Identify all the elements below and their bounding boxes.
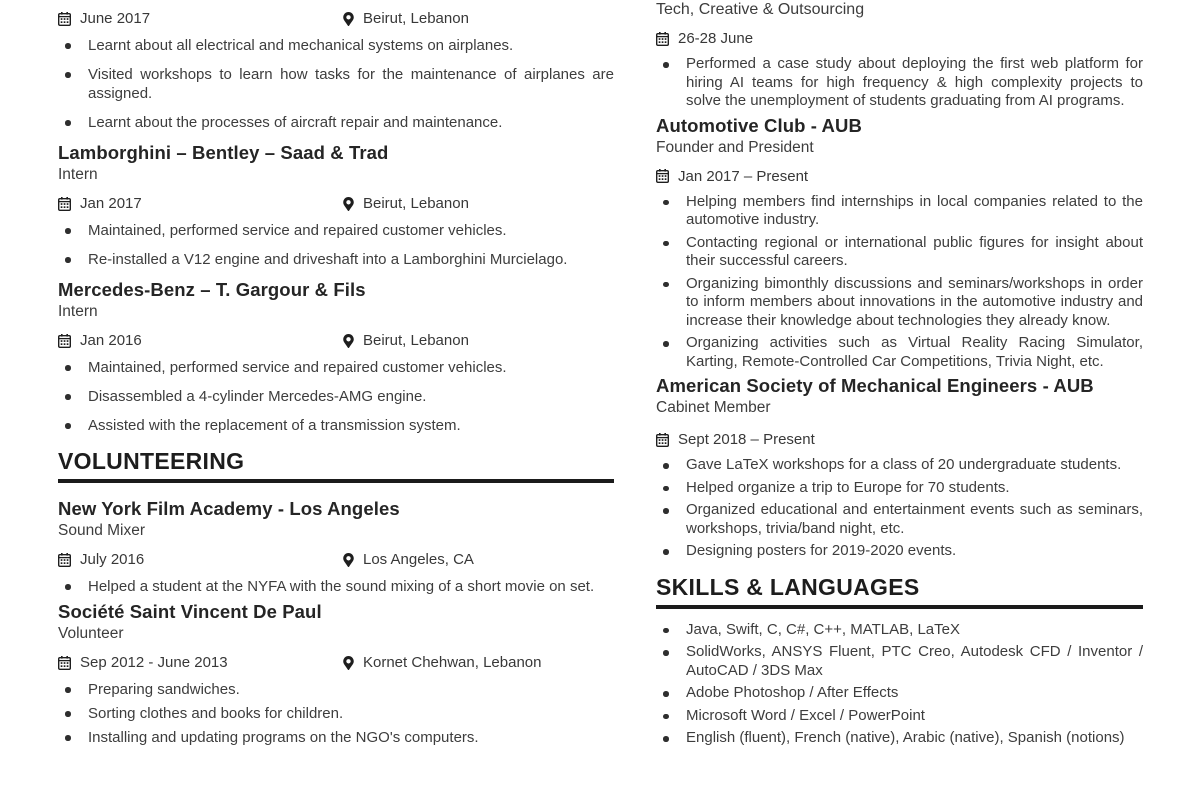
experience-entry (58, 279, 614, 435)
skill-item: SolidWorks, ANSYS Fluent, PTC Creo, Autodesk CFD / Inventor / AutoCAD / 3DS Max (656, 643, 1143, 680)
entry-date (58, 551, 343, 568)
bullet-item: Sorting clothes and books for children. (58, 704, 614, 723)
location-pin-icon (343, 553, 354, 567)
section-volunteering-body (58, 498, 614, 747)
bullet-item: Helped organize a trip to Europe for 70 students. (656, 479, 1143, 498)
calendar-icon (656, 433, 669, 447)
entry-meta (58, 551, 614, 568)
activity-entry (656, 115, 1143, 372)
bullet-item: Organizing activities such as Virtual Reality Racing Simulator, Karting, Remote-Controlled Car Competitions, Trivia Night, etc. (656, 334, 1143, 371)
date-text: Sept 2018 – Present (678, 431, 815, 448)
section-rule (656, 605, 1143, 609)
bullet-item: Maintained, performed service and repaired customer vehicles. (58, 221, 614, 240)
entry-role: Volunteer (58, 625, 124, 642)
bullet-item: Helped a student at the NYFA with the sound mixing of a short movie on set. (58, 577, 614, 596)
entry-title: Lamborghini – Bentley – Saad & Trad (58, 142, 389, 163)
calendar-icon (656, 169, 669, 183)
date-text: June 2017 (80, 10, 151, 27)
skill-item: Java, Swift, C, C#, C++, MATLAB, LaTeX (656, 621, 1143, 640)
calendar-icon (58, 334, 71, 348)
bullet-item: Preparing sandwiches. (58, 680, 614, 699)
entry-date (656, 431, 815, 448)
entry-title: American Society of Mechanical Engineers - AUB (656, 375, 1094, 396)
bullet-item: Helping members find internships in local companies related to the automotive industry. (656, 193, 1143, 230)
right-column (656, 0, 1143, 752)
calendar-icon (58, 553, 71, 567)
calendar-icon (58, 12, 71, 26)
bullet-item: Disassembled a 4-cylinder Mercedes-AMG engine. (58, 387, 614, 406)
skill-item: Microsoft Word / Excel / PowerPoint (656, 707, 1143, 726)
bullet-item: Re-installed a V12 engine and driveshaft into a Lamborghini Murcielago. (58, 250, 614, 269)
bullet-item: Gave LaTeX workshops for a class of 20 undergraduate students. (656, 456, 1143, 475)
entry-role: Sound Mixer (58, 522, 146, 539)
entry-bullets (58, 36, 614, 132)
entry-meta (656, 30, 1143, 47)
location-text: Beirut, Lebanon (363, 10, 469, 27)
calendar-icon (58, 656, 71, 670)
entry-location (343, 654, 541, 671)
entry-date (58, 195, 343, 212)
section-skills-body (656, 621, 1143, 748)
entry-bullets (58, 221, 614, 269)
section-title: VOLUNTEERING (58, 448, 245, 474)
date-text: Jan 2016 (80, 332, 142, 349)
date-text: 26-28 June (678, 30, 754, 47)
entry-location (343, 332, 469, 349)
entry-date (58, 10, 343, 27)
skill-item: Adobe Photoshop / After Effects (656, 684, 1143, 703)
bullet-item: Assisted with the replacement of a transmission system. (58, 416, 614, 435)
entry-meta (58, 332, 614, 349)
entry-location (343, 551, 474, 568)
location-text: Beirut, Lebanon (363, 332, 469, 349)
entry-bullets (656, 456, 1143, 561)
entry-bullets (58, 680, 614, 747)
entry-meta (656, 431, 1143, 448)
left-column (58, 0, 614, 752)
experience-entry (58, 10, 614, 132)
location-pin-icon (343, 334, 354, 348)
entry-role: Intern (58, 166, 98, 183)
entry-title: New York Film Academy - Los Angeles (58, 498, 400, 519)
entry-meta (656, 168, 1143, 185)
entry-date (656, 168, 808, 185)
entry-meta (58, 654, 614, 671)
entry-bullets (656, 193, 1143, 372)
entry-location (343, 10, 469, 27)
location-pin-icon (343, 197, 354, 211)
experience-entry (58, 142, 614, 269)
date-text: Jan 2017 (80, 195, 142, 212)
volunteering-entry (58, 498, 614, 596)
bullet-item: Installing and updating programs on the NGO's computers. (58, 728, 614, 747)
entry-title: Mercedes-Benz – T. Gargour & Fils (58, 279, 366, 300)
entry-bullets (58, 358, 614, 435)
bullet-item: Maintained, performed service and repaired customer vehicles. (58, 358, 614, 377)
section-skills-header (656, 574, 1143, 609)
location-text: Los Angeles, CA (363, 551, 474, 568)
bullet-item: Learnt about the processes of aircraft repair and maintenance. (58, 113, 614, 132)
entry-meta (58, 10, 614, 27)
date-text: July 2016 (80, 551, 145, 568)
date-text: Jan 2017 – Present (678, 167, 809, 185)
bullet-item: Learnt about all electrical and mechanical systems on airplanes. (58, 36, 614, 55)
bullet-item: Designing posters for 2019-2020 events. (656, 542, 1143, 561)
entry-date (58, 332, 343, 349)
entry-role: Founder and President (656, 138, 814, 156)
section-rule (58, 479, 614, 483)
entry-role: Tech, Creative & Outsourcing (656, 1, 865, 18)
volunteering-entry (58, 601, 614, 747)
entry-location (343, 195, 469, 212)
entry-date (58, 654, 343, 671)
entry-bullets (656, 55, 1143, 111)
location-pin-icon (343, 656, 354, 670)
section-title: SKILLS & LANGUAGES (656, 573, 920, 600)
entry-title: Société Saint Vincent De Paul (58, 601, 322, 622)
activity-entry (656, 375, 1143, 561)
calendar-icon (58, 197, 71, 211)
entry-role: Intern (58, 303, 98, 320)
entry-bullets (58, 577, 614, 596)
skill-item: English (fluent), French (native), Arabic (native), Spanish (notions) (656, 729, 1143, 748)
section-volunteering-header (58, 448, 614, 483)
location-text: Kornet Chehwan, Lebanon (363, 654, 542, 671)
bullet-item: Organizing bimonthly discussions and seminars/workshops in order to inform members about innovations in the automotive industry and increase their knowledge about technologies they already know. (656, 275, 1143, 331)
bullet-item: Visited workshops to learn how tasks for the maintenance of airplanes are assigned. (58, 65, 614, 103)
location-text: Beirut, Lebanon (363, 195, 469, 212)
entry-title: Automotive Club - AUB (656, 114, 862, 136)
entry-role: Cabinet Member (656, 399, 771, 416)
bullet-item: Contacting regional or international public figures for insight about their successful careers. (656, 234, 1143, 271)
bullet-item: Organized educational and entertainment events such as seminars, workshops, trivia/band night, etc. (656, 501, 1143, 538)
entry-meta (58, 195, 614, 212)
skills-list (656, 621, 1143, 748)
bullet-item: Performed a case study about deploying the first web platform for hiring AI teams for high frequency & high complexity projects to solve the unemployment of students graduating from AI programs. (656, 55, 1143, 111)
activity-entry (656, 0, 1143, 111)
location-pin-icon (343, 12, 354, 26)
calendar-icon (656, 32, 669, 46)
date-text: Sep 2012 - June 2013 (80, 654, 228, 671)
entry-date (656, 30, 753, 47)
